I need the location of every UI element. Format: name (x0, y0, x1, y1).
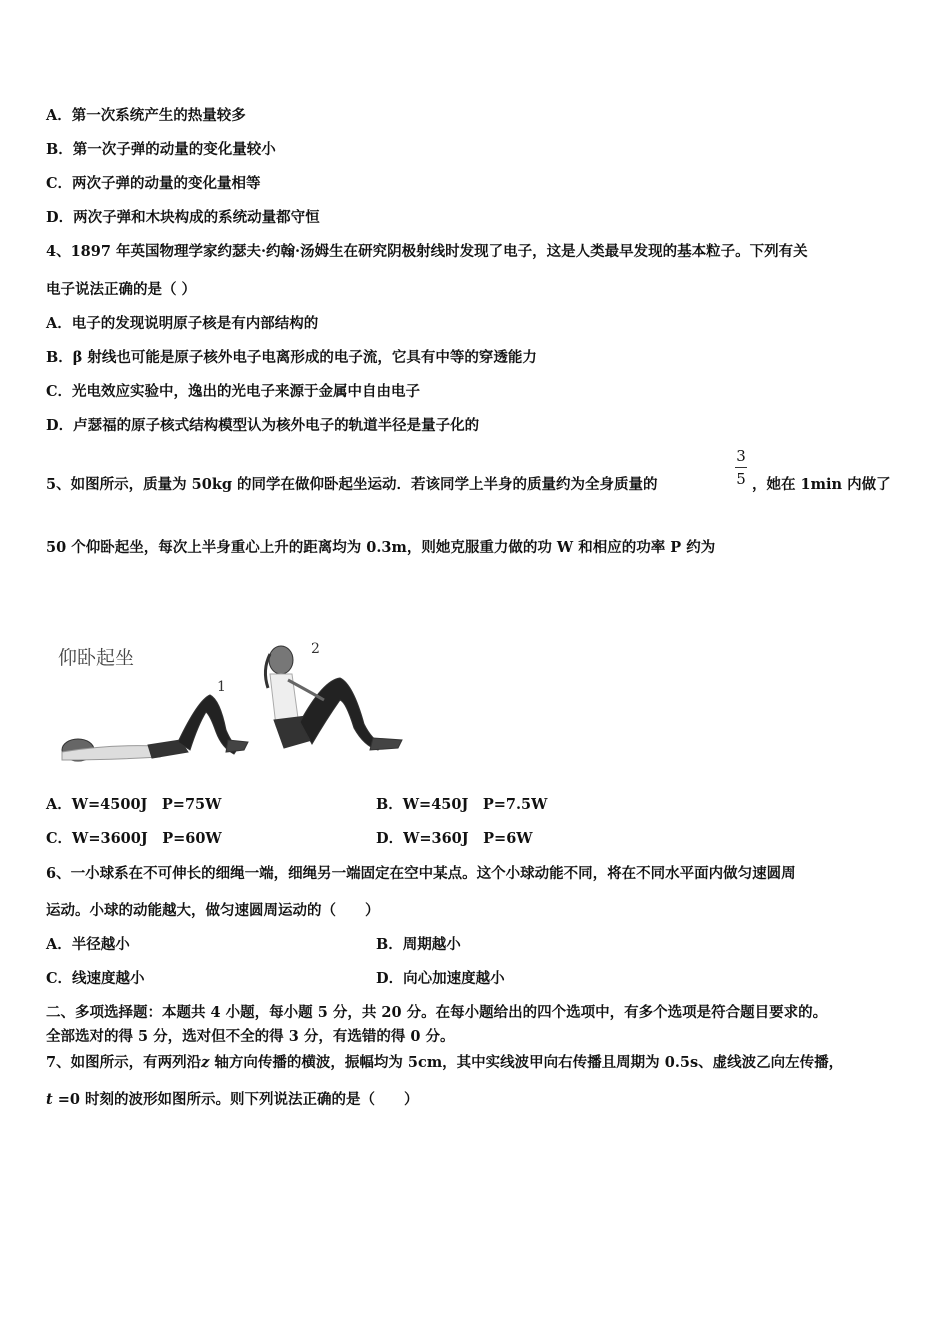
q5-stem-line2: 50 个仰卧起坐，每次上半身重心上升的距离均为 0.3m，则她克服重力做的功 W 和相应的功率 P 约为 (46, 539, 716, 556)
q5-stem-part1: 5、如图所示，质量为 50kg 的同学在做仰卧起坐运动．若该同学上半身的质量约为全身质量的 (46, 476, 658, 493)
situp-illustration (48, 640, 448, 770)
q4-option-d: D．卢瑟福的原子核式结构模型认为核外电子的轨道半径是量子化的 (46, 417, 480, 434)
q5-option-c: C．W=3600J P=60W (46, 830, 222, 847)
q6-option-d: D．向心加速度越小 (376, 970, 505, 987)
q5-fraction-bar (735, 467, 747, 468)
q4-option-a: A．电子的发现说明原子核是有内部结构的 (46, 315, 319, 332)
q6-option-a: A．半径越小 (46, 936, 130, 953)
q7-stem-part2: 轴方向传播的横波，振幅均为 5cm，其中实线波甲向右传播且周期为 0.5s、虚线波乙向左传播， (209, 1054, 844, 1071)
q7-var-t: t (46, 1091, 53, 1108)
figure-lying (62, 695, 248, 761)
q3-option-a: A．第一次系统产生的热量较多 (46, 107, 246, 124)
q3-option-b: B．第一次子弹的动量的变化量较小 (46, 141, 276, 158)
q5-option-b: B．W=450J P=7.5W (376, 796, 548, 813)
q6-stem-line1: 6、一小球系在不可伸长的细绳一端，细绳另一端固定在空中某点。这个小球动能不同，将在不同水平面内做匀速圆周 (46, 865, 796, 882)
q7-var-z: z (201, 1054, 210, 1071)
section2-line1: 二、多项选择题：本题共 4 小题，每小题 5 分，共 20 分。在每小题给出的四个选项中，有多个选项是符合题目要求的。 (46, 1004, 828, 1021)
q6-option-b: B．周期越小 (376, 936, 461, 953)
q4-option-b: B．β 射线也可能是原子核外电子电离形成的电子流，它具有中等的穿透能力 (46, 349, 537, 366)
q5-stem-part2: ，她在 1min 内做了 (752, 476, 891, 493)
q5-figure-label-1: 1 (217, 679, 226, 695)
q4-option-c: C．光电效应实验中，逸出的光电子来源于金属中自由电子 (46, 383, 421, 400)
q5-figure-label-2: 2 (311, 641, 320, 657)
q5-option-d: D．W=360J P=6W (376, 830, 533, 847)
q7-stem-line2: =0 时刻的波形如图所示。则下列说法正确的是（ ） (52, 1091, 419, 1108)
q4-stem-line1: 4、1897 年英国物理学家约瑟夫·约翰·汤姆生在研究阴极射线时发现了电子，这是人类最早发现的基本粒子。下列有关 (46, 243, 808, 260)
figure-sitting (265, 646, 402, 750)
q5-fraction-numerator: 3 (736, 447, 746, 465)
q5-fraction-denominator: 5 (736, 470, 746, 488)
q5-figure-title: 仰卧起坐 (58, 647, 135, 669)
q7-stem-line2-wrap (46, 1088, 419, 1109)
q5-fraction (732, 447, 750, 488)
q3-option-c: C．两次子弹的动量的变化量相等 (46, 175, 261, 192)
q6-stem-line2: 运动。小球的动能越大，做匀速圆周运动的（ ） (46, 902, 380, 919)
q3-option-d: D．两次子弹和木块构成的系统动量都守恒 (46, 209, 320, 226)
section2-line2: 全部选对的得 5 分，选对但不全的得 3 分，有选错的得 0 分。 (46, 1028, 455, 1045)
q7-stem-line1 (46, 1051, 843, 1072)
q6-option-c: C．线速度越小 (46, 970, 145, 987)
q5-option-a: A．W=4500J P=75W (46, 796, 222, 813)
q7-stem-part1: 7、如图所示，有两列沿 (46, 1054, 202, 1071)
q4-stem-line2: 电子说法正确的是（ ） (46, 281, 197, 298)
